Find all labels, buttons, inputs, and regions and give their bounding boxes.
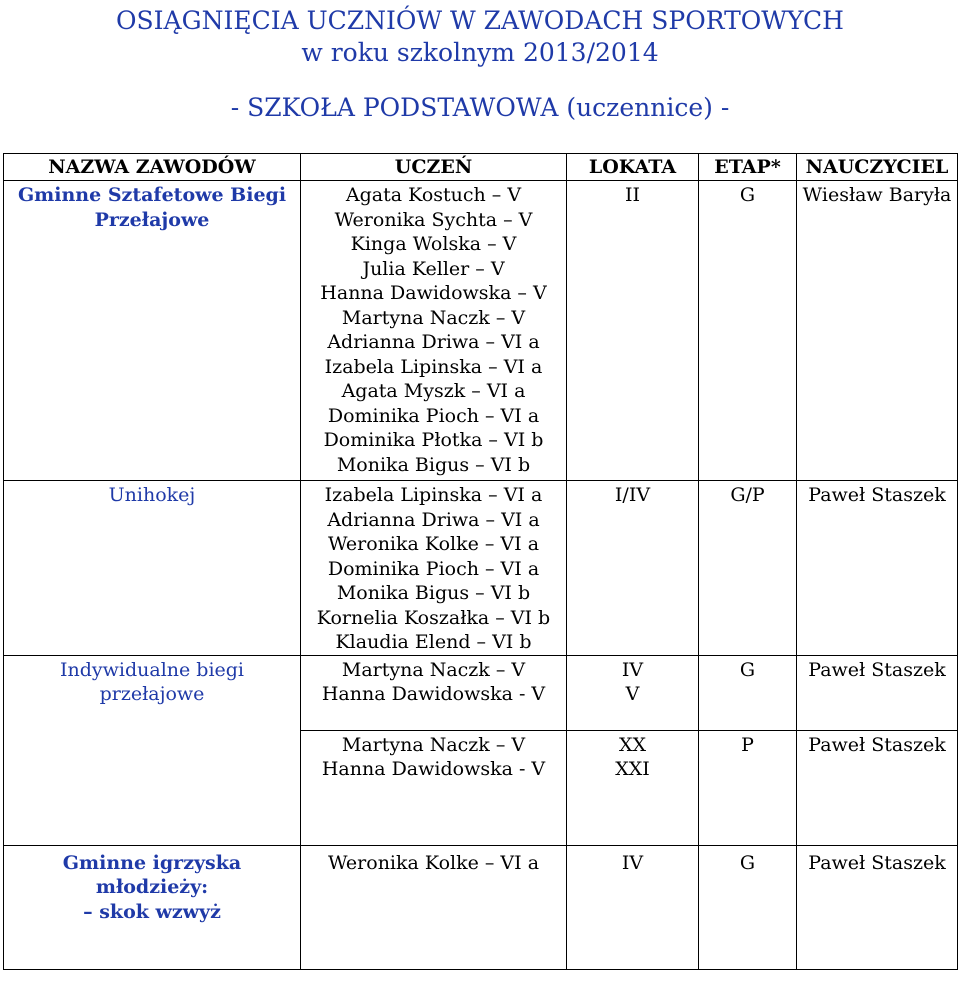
- teacher-name: Wiesław Baryła: [802, 184, 952, 206]
- student-name: Adrianna Driwa – VI a: [327, 331, 540, 353]
- student-name: Agata Kostuch – V: [345, 184, 522, 206]
- stage-cell: [699, 730, 797, 845]
- place-cell: [567, 845, 699, 969]
- teacher-cell: [797, 845, 958, 969]
- table-header-row: [4, 154, 958, 181]
- teacher-name: Paweł Staszek: [808, 484, 946, 506]
- stage-value: G: [739, 851, 756, 874]
- page-title: OSIĄGNIĘCIA UCZNIÓW W ZAWODACH SPORTOWYCH: [116, 6, 844, 35]
- place-value: II: [624, 184, 640, 206]
- column-header: NAZWA ZAWODÓW: [4, 154, 301, 181]
- student-name: Hanna Dawidowska - V: [321, 758, 546, 780]
- student-name: Izabela Lipinska – VI a: [324, 355, 543, 378]
- table-row: [4, 481, 958, 656]
- teacher-name: Paweł Staszek: [808, 658, 946, 681]
- student-name: Agata Myszk – VI a: [341, 380, 526, 402]
- student-name: Izabela Lipinska – VI a: [324, 484, 543, 506]
- competition-cell: [4, 655, 301, 845]
- place-value: XXI: [615, 758, 650, 780]
- competition-name: Unihokej: [108, 484, 196, 506]
- student-name: Julia Keller – V: [362, 257, 505, 280]
- teacher-cell: [797, 730, 958, 845]
- students-cell: [301, 730, 567, 845]
- place-cell: [567, 181, 699, 481]
- place-value: IV: [621, 658, 644, 681]
- place-cell: [567, 655, 699, 730]
- student-name: Klaudia Elend – VI b: [335, 631, 532, 653]
- student-name: Hanna Dawidowska – V: [320, 282, 547, 304]
- competition-name: Gminne igrzyska młodzieży:: [62, 851, 242, 898]
- stage-cell: [699, 655, 797, 730]
- competition-cell: [4, 481, 301, 656]
- stage-value: G: [739, 658, 756, 681]
- place-value: IV: [621, 851, 644, 874]
- place-cell: [567, 481, 699, 656]
- teacher-name: Paweł Staszek: [808, 851, 946, 874]
- table-row: [4, 655, 958, 730]
- competition-cell: [4, 181, 301, 481]
- student-name: Hanna Dawidowska - V: [321, 683, 546, 705]
- stage-value: P: [741, 733, 754, 756]
- competition-name: Przełajowe: [94, 208, 210, 231]
- stage-value: G/P: [730, 484, 765, 506]
- table-row: [4, 181, 958, 481]
- student-name: Martyna Naczk – V: [341, 733, 526, 756]
- column-header: ETAP*: [699, 154, 797, 181]
- teacher-name: Paweł Staszek: [808, 733, 946, 756]
- student-name: Kornelia Koszałka – VI b: [316, 606, 551, 629]
- teacher-cell: [797, 481, 958, 656]
- students-cell: [301, 181, 567, 481]
- column-header: LOKATA: [567, 154, 699, 181]
- students-cell: [301, 655, 567, 730]
- student-name: Weronika Kolke – VI a: [327, 533, 540, 555]
- student-name: Dominika Pioch – VI a: [327, 557, 540, 580]
- competition-name: przełajowe: [99, 683, 205, 705]
- stage-value: G: [739, 184, 756, 206]
- stage-cell: [699, 481, 797, 656]
- column-header: UCZEŃ: [301, 154, 567, 181]
- page-subtitle: - SZKOŁA PODSTAWOWA (uczennice) -: [230, 93, 730, 122]
- students-cell: [301, 481, 567, 656]
- stage-cell: [699, 181, 797, 481]
- student-name: Kinga Wolska – V: [350, 233, 517, 255]
- students-cell: [301, 845, 567, 969]
- place-cell: [567, 730, 699, 845]
- place-value: V: [625, 683, 640, 705]
- teacher-cell: [797, 655, 958, 730]
- column-header: NAUCZYCIEL: [797, 154, 958, 181]
- student-name: Weronika Kolke – VI a: [327, 851, 540, 874]
- student-name: Dominika Płotka – VI b: [323, 429, 544, 451]
- school-year: w roku szkolnym 2013/2014: [301, 38, 659, 67]
- student-name: Adrianna Driwa – VI a: [327, 508, 540, 531]
- place-value: I/IV: [614, 484, 651, 506]
- student-name: Weronika Sychta – V: [334, 208, 533, 231]
- student-name: Monika Bigus – VI b: [336, 582, 531, 604]
- place-value: XX: [618, 733, 647, 756]
- student-name: Martyna Naczk – V: [341, 658, 526, 681]
- stage-cell: [699, 845, 797, 969]
- table-row: [4, 845, 958, 969]
- achievements-table: [3, 153, 958, 970]
- teacher-cell: [797, 181, 958, 481]
- competition-cell: [4, 845, 301, 969]
- student-name: Dominika Pioch – VI a: [327, 404, 540, 427]
- competition-name: Gminne Sztafetowe Biegi: [17, 184, 287, 206]
- competition-name: – skok wzwyż: [83, 900, 221, 923]
- student-name: Martyna Naczk – V: [341, 306, 526, 329]
- student-name: Monika Bigus – VI b: [336, 453, 531, 476]
- competition-name: Indywidualne biegi: [59, 658, 245, 681]
